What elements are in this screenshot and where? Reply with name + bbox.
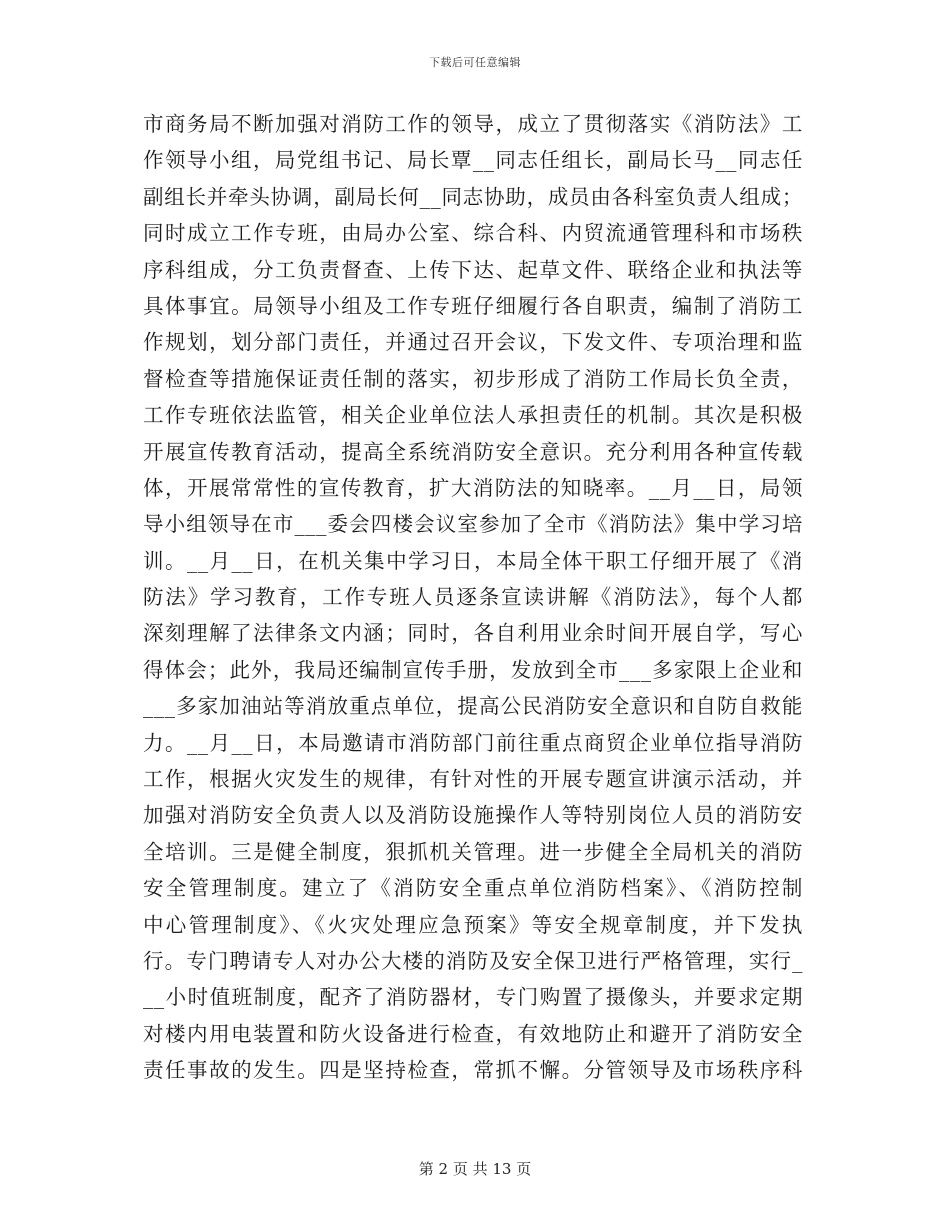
document-body — [143, 106, 803, 1089]
body-line-25: __小时值班制度，配齐了消防器材，专门购置了摄像头，并要求定期 — [143, 985, 803, 1010]
body-line-26: 对楼内用电装置和防火设备进行检查，有效地防止和避开了消防安全 — [143, 1021, 803, 1046]
body-line-24: 行。专门聘请专人对办公大楼的消防及安全保卫进行严格管理，实行_ — [143, 948, 803, 973]
body-line-16: 得体会；此外，我局还编制宣传手册，发放到全市___多家限上企业和 — [143, 657, 803, 682]
page-number: 第 2 页 共 13 页 — [418, 1160, 532, 1178]
body-line-12: 导小组领导在市___委会四楼会议室参加了全市《消防法》集中学习培 — [143, 512, 803, 537]
body-line-23: 中心管理制度》、《火灾处理应急预案》等安全规章制度，并下发执 — [143, 912, 803, 937]
page-header-note: 下载后可任意编辑 — [429, 56, 521, 69]
body-line-14: 防法》学习教育，工作专班人员逐条宣读讲解《消防法》，每个人都 — [143, 585, 803, 610]
body-line-6: 具体事宜。局领导小组及工作专班仔细履行各自职责，编制了消防工 — [143, 293, 803, 318]
body-line-8: 督检查等措施保证责任制的落实，初步形成了消防工作局长负全责， — [143, 366, 803, 391]
body-line-4: 同时成立工作专班，由局办公室、综合科、内贸流通管理科和市场秩 — [143, 221, 803, 246]
body-line-2: 作领导小组，局党组书记、局长覃__同志任组长，副局长马__同志任 — [143, 148, 803, 173]
body-line-21: 全培训。三是健全制度，狠抓机关管理。进一步健全全局机关的消防 — [143, 839, 803, 864]
body-line-11: 体，开展常常性的宣传教育，扩大消防法的知晓率。__月__日，局领 — [143, 475, 803, 500]
body-line-22: 安全管理制度。建立了《消防安全重点单位消防档案》、《消防控制 — [143, 876, 803, 901]
body-line-15: 深刻理解了法律条文内涵；同时，各自利用业余时间开展自学，写心 — [143, 621, 803, 646]
body-line-3: 副组长并牵头协调，副局长何__同志协助，成员由各科室负责人组成； — [143, 184, 803, 209]
body-line-1: 市商务局不断加强对消防工作的领导，成立了贯彻落实《消防法》工 — [143, 112, 803, 136]
body-line-7: 作规划，划分部门责任，并通过召开会议，下发文件、专项治理和监 — [143, 330, 803, 355]
body-line-27: 责任事故的发生。四是坚持检查，常抓不懈。分管领导及市场秩序科 — [143, 1058, 803, 1083]
body-line-9: 工作专班依法监管，相关企业单位法人承担责任的机制。其次是积极 — [143, 403, 803, 428]
body-line-18: 力。__月__日，本局邀请市消防部门前往重点商贸企业单位指导消防 — [143, 730, 803, 755]
body-line-5: 序科组成，分工负责督查、上传下达、起草文件、联络企业和执法等 — [143, 257, 803, 282]
body-line-19: 工作，根据火灾发生的规律，有针对性的开展专题宣讲演示活动，并 — [143, 767, 803, 792]
body-line-17: ___多家加油站等消放重点单位，提高公民消防安全意识和自防自救能 — [143, 694, 803, 719]
body-line-20: 加强对消防安全负责人以及消防设施操作人等特别岗位人员的消防安 — [143, 803, 803, 828]
body-line-13: 训。__月__日，在机关集中学习日，本局全体干职工仔细开展了《消 — [143, 548, 803, 573]
body-line-10: 开展宣传教育活动，提高全系统消防安全意识。充分利用各种宣传载 — [143, 439, 803, 464]
